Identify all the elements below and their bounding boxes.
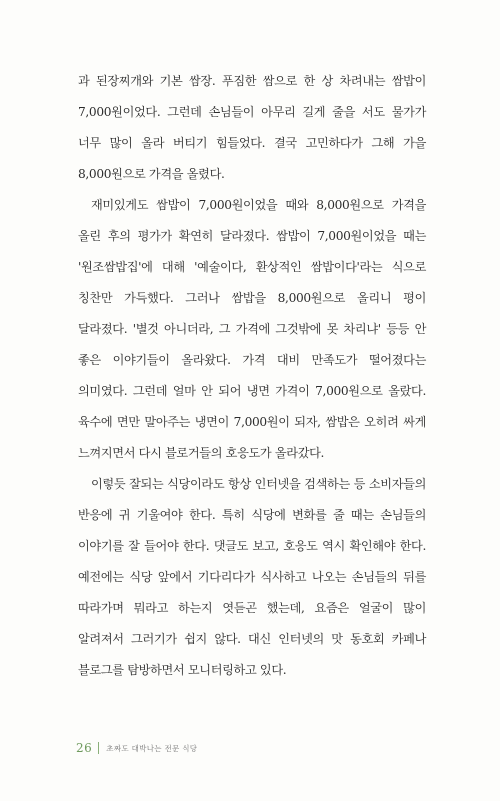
body-text bbox=[78, 66, 426, 686]
footer-divider bbox=[98, 742, 99, 754]
page-number: 26 bbox=[76, 741, 93, 755]
paragraph-continuation: 과 된장찌개와 기본 쌈장. 푸짐한 쌈으로 한 상 차려내는 쌈밥이 7,000원이었다. 그런데 손님들이 아무리 길게 줄을 서도 물가가 너무 많이 올라 버티기 힘들었다. 결국 고민하다가 그해 가을 8,000원으로 가격을 올렸다. bbox=[78, 74, 426, 181]
page-footer bbox=[76, 741, 197, 755]
paragraph-monitoring: 이렇듯 잘되는 식당이라도 항상 인터넷을 검색하는 등 소비자들의 반응에 귀 기울여야 한다. 특히 식당에 변화를 줄 때는 손님들의 이야기를 잘 들어야 한다. 댓글도 보고, 호응도 역시 확인해야 한다. 예전에는 식당 앞에서 기다리다가 식사하고 나오는 손님들의 뒤를 따라가며 뭐라고 하는지 엿듣곤 했는데, 요즘은 얼굴이 많이 알려져서 그러기가 쉽지 않다. 대신 인터넷의 맛 동호회 카페나 블로그를 탐방하면서 모니터링하고 있다. bbox=[78, 477, 426, 677]
running-title: 초짜도 대박나는 전문 식당 bbox=[106, 743, 198, 753]
paragraph-price-reviews: 재미있게도 쌈밥이 7,000원이었을 때와 8,000원으로 가격을 올린 후의 평가가 확연히 달라졌다. 쌈밥이 7,000원이었을 때는 '원조쌈밥집'에 대해 '예술이다, 환상적인 쌈밥이다'라는 식으로 칭찬만 가득했다. 그러나 쌈밥을 8,000원으로 올리니 평이 달라졌다. '별것 아니더라, 그 가격에 그것밖에 못 차리냐' 등등 안 좋은 이야기들이 올라왔다. 가격 대비 만족도가 떨어졌다는 의미였다. 그런데 얼마 안 되어 냉면 가격이 7,000원으로 올랐다. 육수에 면만 말아주는 냉면이 7,000원이 되자, 쌈밥은 오히려 싸게 느껴지면서 다시 블로거들의 호응도가 올라갔다. bbox=[78, 198, 426, 460]
